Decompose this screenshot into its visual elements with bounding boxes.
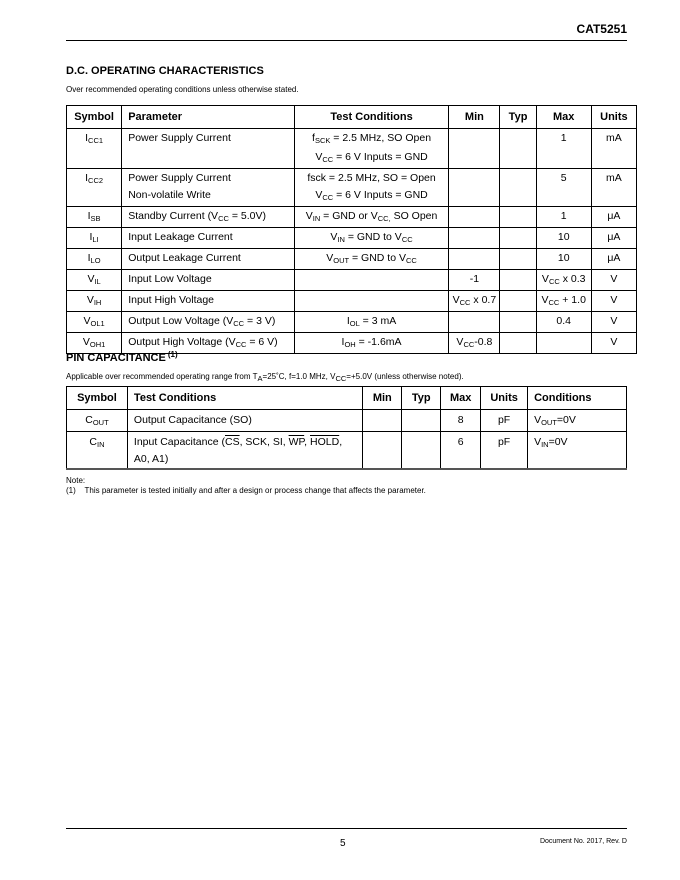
max-cell: 5 xyxy=(536,169,591,207)
column-header: Symbol xyxy=(67,387,128,410)
min-cell xyxy=(449,249,500,270)
column-header: Min xyxy=(363,387,402,410)
min-cell: -1 xyxy=(449,270,500,291)
parameter-cell: Standby Current $(V_{CC} = 5.0V)$ xyxy=(122,207,295,228)
table-row xyxy=(67,432,627,470)
units-cell: V xyxy=(591,291,636,312)
max-cell xyxy=(536,333,591,354)
symbol-cell: $I_{LO}$ xyxy=(67,249,122,270)
test-condition-cell: $V_{IN}$ = GND or $V_{CC,}$ SO Open xyxy=(294,207,449,228)
test-condition-cell: $I_{OL} = 3$ mA xyxy=(294,312,449,333)
units-cell: pF xyxy=(481,432,528,470)
parameter-cell: Output High Voltage ($V_{CC} = 6$ V) xyxy=(122,333,295,354)
units-cell: μA xyxy=(591,207,636,228)
column-header: Units xyxy=(591,106,636,129)
symbol-cell: $C_{OUT}$ xyxy=(67,410,128,432)
test-condition-cell: Output Capacitance (SO) xyxy=(127,410,362,432)
column-header: Parameter xyxy=(122,106,295,129)
typ-cell xyxy=(500,333,536,354)
note-item: (1) This parameter is tested initially and after a design or process change that affects the parameter. xyxy=(66,486,426,495)
cap-table-header xyxy=(67,387,627,410)
pin-capacitance-title xyxy=(66,350,178,364)
symbol-cell: $V_{OL1}$ xyxy=(67,312,122,333)
typ-cell xyxy=(500,312,536,333)
parameter-cell: Input Low Voltage xyxy=(122,270,295,291)
column-header: Typ xyxy=(402,387,441,410)
column-header: Max xyxy=(441,387,481,410)
parameter-cell: Power Supply Current xyxy=(122,129,295,169)
dc-characteristics-table xyxy=(66,105,637,354)
max-cell: 10 xyxy=(536,249,591,270)
column-header: Symbol xyxy=(67,106,122,129)
table-row xyxy=(67,228,637,249)
symbol-cell: $I_{CC1}$ xyxy=(67,129,122,169)
test-condition-cell xyxy=(294,270,449,291)
units-cell: mA xyxy=(591,129,636,169)
column-header: Test Conditions xyxy=(294,106,449,129)
test-condition-cell: $f_{SCK} = 2.5$ MHz, SO Open $V_{CC} = 6$ V Inputs = GND xyxy=(294,129,449,169)
max-cell: $V_{CC}$ x 0.3 xyxy=(536,270,591,291)
typ-cell xyxy=(500,249,536,270)
test-condition-cell: $I_{OH} = -1.6mA$ xyxy=(294,333,449,354)
dc-section-title: D.C. OPERATING CHARACTERISTICS xyxy=(66,65,264,77)
footer-divider xyxy=(66,828,627,829)
parameter-cell: Input Leakage Current xyxy=(122,228,295,249)
max-cell: 0.4 xyxy=(536,312,591,333)
table-row xyxy=(67,291,637,312)
document-part-number: CAT5251 xyxy=(576,22,627,36)
typ-cell xyxy=(500,169,536,207)
column-header: Units xyxy=(481,387,528,410)
column-header: Typ xyxy=(500,106,536,129)
typ-cell xyxy=(500,228,536,249)
units-cell: V xyxy=(591,270,636,291)
pin-capacitance-subtitle: Applicable over recommended operating range from $T_A=25˚C$, f=1.0 MHz, $V_{CC}=+5.0V$ (unless otherwise noted). xyxy=(66,372,464,383)
page-number: 5 xyxy=(340,838,346,849)
document-number: Document No. 2017, Rev. D xyxy=(539,838,627,845)
units-cell: V xyxy=(591,312,636,333)
min-cell xyxy=(449,129,500,169)
min-cell xyxy=(449,312,500,333)
table-row xyxy=(67,169,637,207)
max-cell: 1 xyxy=(536,129,591,169)
conditions-cell: $V_{OUT}=0V$ xyxy=(528,410,627,432)
symbol-cell: $I_{CC2}$ xyxy=(67,169,122,207)
min-cell xyxy=(449,228,500,249)
units-cell: pF xyxy=(481,410,528,432)
units-cell: V xyxy=(591,333,636,354)
symbol-cell: $V_{OH1}$ xyxy=(67,333,122,354)
parameter-cell: Power Supply Current Non-volatile Write xyxy=(122,169,295,207)
max-cell: $V_{CC} + 1.0$ xyxy=(536,291,591,312)
typ-cell xyxy=(500,291,536,312)
units-cell: μA xyxy=(591,228,636,249)
typ-cell xyxy=(402,432,441,470)
min-cell xyxy=(449,169,500,207)
min-cell xyxy=(363,432,402,470)
pin-capacitance-note-ref: (1) xyxy=(167,350,178,359)
conditions-cell: $V_{IN}=0V$ xyxy=(528,432,627,470)
pin-capacitance-table xyxy=(66,386,627,470)
test-condition-cell: fsck = 2.5 MHz, SO = Open $V_{CC} = 6$ V Inputs = GND xyxy=(294,169,449,207)
symbol-cell: $V_{IL}$ xyxy=(67,270,122,291)
units-cell: μA xyxy=(591,249,636,270)
min-cell: $V_{CC}-0.8$ xyxy=(449,333,500,354)
dc-table-header xyxy=(67,106,637,129)
test-condition-cell: Input Capacitance ($\overline{CS}$, SCK, SI, $\overline{WP}$, HOLD, A0, A1) xyxy=(127,432,362,470)
typ-cell xyxy=(500,270,536,291)
typ-cell xyxy=(500,207,536,228)
parameter-cell: Input High Voltage xyxy=(122,291,295,312)
table-row xyxy=(67,129,637,169)
header-divider xyxy=(66,40,627,41)
notes-label: Note: xyxy=(66,476,86,485)
table-row xyxy=(67,410,627,432)
parameter-cell: Output Leakage Current xyxy=(122,249,295,270)
table-row xyxy=(67,312,637,333)
max-cell: 6 xyxy=(441,432,481,470)
symbol-cell: $I_{SB}$ xyxy=(67,207,122,228)
symbol-cell: $V_{IH}$ xyxy=(67,291,122,312)
column-header: Min xyxy=(449,106,500,129)
typ-cell xyxy=(500,129,536,169)
dc-section-subtitle: Over recommended operating conditions unless otherwise stated. xyxy=(66,85,299,94)
table-row xyxy=(67,270,637,291)
max-cell: 1 xyxy=(536,207,591,228)
pin-capacitance-title-text: PIN CAPACITANCE xyxy=(66,352,166,364)
units-cell: mA xyxy=(591,169,636,207)
table-row xyxy=(67,207,637,228)
column-header: Test Conditions xyxy=(127,387,362,410)
test-condition-cell xyxy=(294,291,449,312)
test-condition-cell: $V_{OUT}$ = GND to $V_{CC}$ xyxy=(294,249,449,270)
min-cell xyxy=(449,207,500,228)
test-condition-cell: $V_{IN}$ = GND to $V_{CC}$ xyxy=(294,228,449,249)
parameter-cell: Output Low Voltage ($V_{CC} = 3$ V) xyxy=(122,312,295,333)
symbol-cell: $C_{IN}$ xyxy=(67,432,128,470)
table-row xyxy=(67,249,637,270)
typ-cell xyxy=(402,410,441,432)
column-header: Conditions xyxy=(528,387,627,410)
min-cell xyxy=(363,410,402,432)
column-header: Max xyxy=(536,106,591,129)
symbol-cell: $I_{LI}$ xyxy=(67,228,122,249)
min-cell: $V_{CC}$ x 0.7 xyxy=(449,291,500,312)
max-cell: 8 xyxy=(441,410,481,432)
max-cell: 10 xyxy=(536,228,591,249)
